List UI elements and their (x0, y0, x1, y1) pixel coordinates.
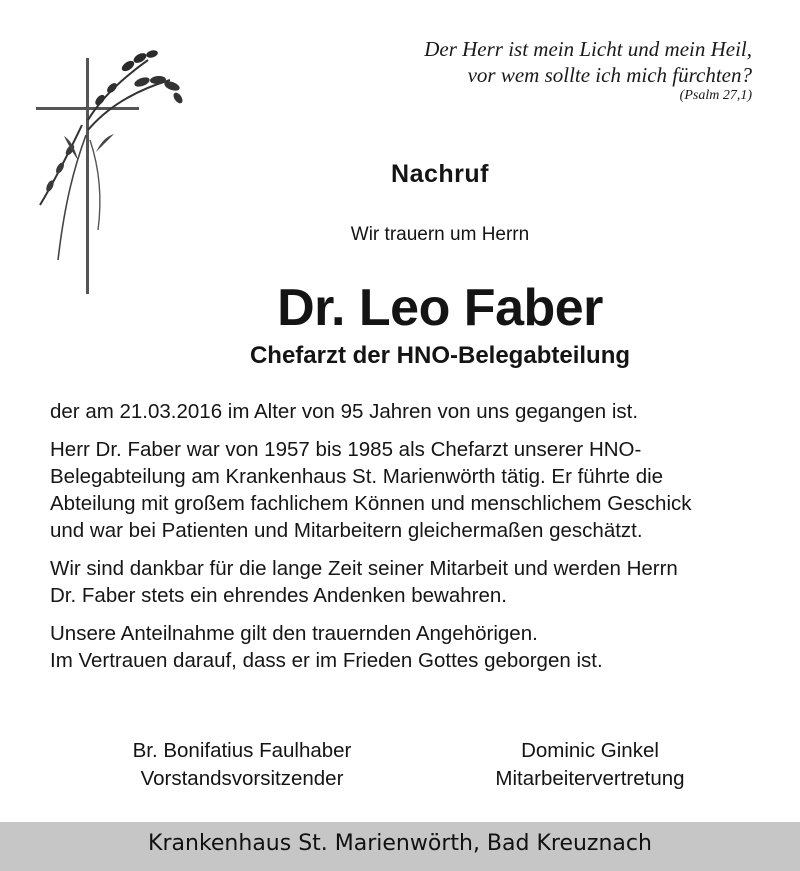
gratitude-line-1: Wir sind dankbar für die lange Zeit seiner Mitarbeit und werden Herrn (50, 557, 678, 580)
footer-bar (0, 822, 800, 871)
quote-line-1: Der Herr ist mein Licht und mein Heil, (424, 37, 752, 61)
quote-reference: (Psalm 27,1) (679, 88, 752, 103)
condolence-line-2: Im Vertrauen darauf, dass er im Frieden Gottes geborgen ist. (50, 649, 603, 672)
bible-quote (424, 36, 752, 104)
quote-line-2: vor wem sollte ich mich fürchten? (467, 63, 752, 87)
footer-institution: Krankenhaus St. Marienwörth, Bad Kreuznach (148, 831, 652, 856)
gratitude-line-2: Dr. Faber stets ein ehrendes Andenken bewahren. (50, 584, 507, 607)
intro-text: Wir trauern um Herrn (350, 224, 530, 245)
deceased-name: Dr. Leo Faber (277, 279, 603, 337)
paragraph-condolence (50, 620, 770, 674)
deceased-position: Chefarzt der HNO-Belegabteilung (249, 342, 631, 369)
paragraph-gratitude (50, 555, 770, 609)
signature-left-role: Vorstandsvorsitzender (140, 767, 344, 790)
signature-right (460, 737, 720, 793)
career-line-4: und war bei Patienten und Mitarbeitern gleichermaßen geschätzt. (50, 519, 643, 542)
heading-nachruf: Nachruf (391, 160, 489, 188)
signature-left-name: Br. Bonifatius Faulhaber (132, 739, 352, 762)
career-line-2: Belegabteilung am Krankenhaus St. Marienwörth tätig. Er führte die (50, 465, 664, 488)
career-line-1: Herr Dr. Faber war von 1957 bis 1985 als Chefarzt unserer HNO- (50, 438, 642, 461)
signature-right-role: Mitarbeitervertretung (495, 767, 685, 790)
paragraph-career (50, 436, 770, 544)
career-line-3: Abteilung mit großem fachlichem Können und menschlichem Geschick (50, 492, 692, 515)
paragraph-date (50, 398, 770, 425)
obituary-body (50, 398, 770, 685)
signature-right-name: Dominic Ginkel (521, 739, 659, 762)
signature-left (112, 737, 372, 793)
paragraph-date-text: der am 21.03.2016 im Alter von 95 Jahren von uns gegangen ist. (50, 400, 639, 423)
condolence-line-1: Unsere Anteilnahme gilt den trauernden Angehörigen. (50, 622, 538, 645)
